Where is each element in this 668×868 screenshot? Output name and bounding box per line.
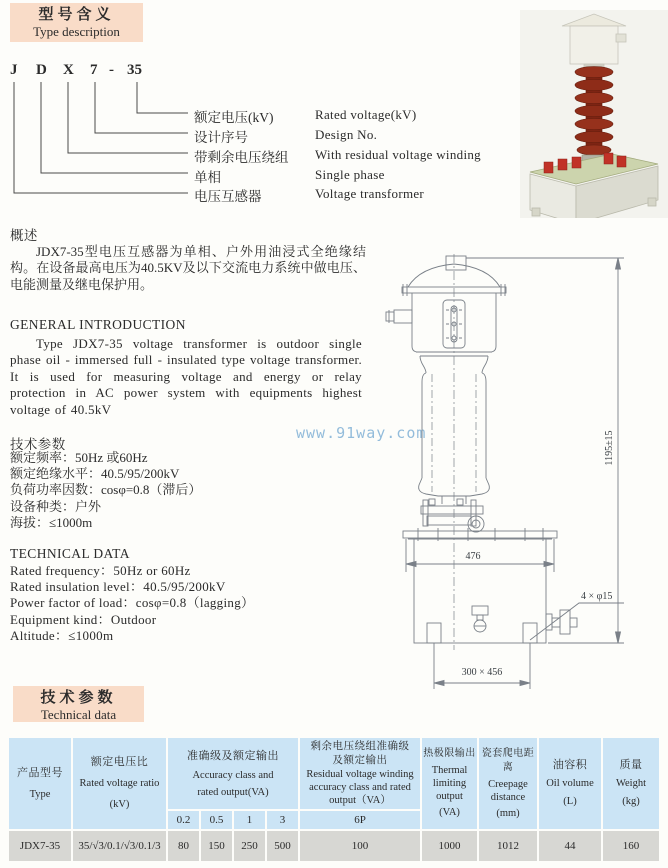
legend-single-phase-zh: 单相	[194, 170, 221, 185]
photo-cap	[562, 14, 626, 69]
tech-params-heading-en: TECHNICAL DATA	[10, 546, 130, 561]
tech-params-list-zh	[10, 450, 201, 531]
col-thermal-en2: limiting output	[432, 778, 467, 802]
type-description-title-zh: 型号含义	[38, 7, 115, 23]
col-thermal-unit: (VA)	[439, 807, 460, 818]
col-weight-en: Weight	[615, 778, 647, 789]
legend-residual-zh: 带剩余电压绕组	[194, 150, 289, 165]
spec-zh-insulation: 额定绝缘水平：40.5/95/200kV	[10, 466, 180, 482]
col-header-ratio	[73, 738, 166, 829]
type-description-title-en: Type description	[33, 24, 120, 39]
watermark: www.91way.com	[296, 424, 427, 442]
cell-weight: 160	[603, 831, 659, 861]
type-code-leader-lines	[0, 0, 200, 205]
cell-acc-05: 150	[201, 831, 232, 861]
col-residual-zh2: 及额定输出	[332, 755, 388, 766]
cell-acc-02: 80	[168, 831, 199, 861]
tech-params-list-en	[10, 563, 254, 644]
spec-en-powerfactor: Power factor of load：cosφ=0.8（lagging）	[10, 595, 255, 611]
col-thermal-zh: 热极限输出	[423, 748, 476, 759]
subcol-02: 0.2	[168, 811, 199, 829]
col-header-type	[9, 738, 71, 829]
col-residual-en1: Residual voltage winding	[306, 769, 414, 780]
spec-en-insulation: Rated insulation level：40.5/95/200kV	[10, 579, 226, 595]
spec-table	[7, 736, 661, 863]
code-letter-j: J	[10, 62, 18, 78]
col-creepage-en1: Creepage	[488, 778, 528, 790]
code-letter-35: 35	[127, 62, 142, 78]
dim-label-base: 300 × 456	[461, 667, 503, 678]
overview-body-en: Type JDX7-35 voltage transformer is outdoor single phase oil - immersed full - insulated type voltage transformer. It is used for measuring voltage and energy or relay protection in AC power system with equipments highest voltage of 40.5kV	[10, 336, 362, 417]
cell-acc-3: 500	[267, 831, 298, 861]
legend-design-no-zh: 设计序号	[194, 130, 248, 145]
overview-heading-zh: 概述	[10, 228, 38, 243]
outline-drawing	[372, 242, 662, 692]
col-accuracy-en1: Accuracy class and	[192, 769, 274, 781]
technical-data-title-zh: 技术参数	[40, 690, 117, 706]
col-creepage-zh: 瓷套爬电距离	[481, 747, 535, 773]
col-residual-en2: accuracy class and rated	[309, 782, 411, 793]
drawing-dim-base	[434, 643, 530, 689]
dim-label-476: 476	[465, 551, 481, 562]
cell-residual: 100	[300, 831, 420, 861]
dim-label-height: 1195±15	[604, 430, 615, 466]
spec-zh-powerfactor: 负荷功率因数：cosφ=0.8（滞后）	[10, 482, 202, 498]
legend-design-no-en: Design No.	[315, 127, 378, 142]
drawing-dim-height	[466, 258, 624, 643]
col-accuracy-zh: 准确级及额定输出	[187, 749, 279, 762]
spec-en-altitude: Altitude：≤1000m	[10, 627, 114, 643]
col-creepage-en2: distance	[490, 791, 526, 803]
tech-params-heading-zh: 技术参数	[10, 437, 66, 452]
cell-creepage: 1012	[479, 831, 537, 861]
spec-en-kind: Equipment kind：Outdoor	[10, 611, 157, 627]
col-weight-unit: (kg)	[622, 796, 640, 807]
legend-rated-voltage-zh: 额定电压(kV)	[194, 110, 274, 125]
col-type-zh: 产品型号	[17, 767, 63, 779]
spec-en-frequency: Rated frequency：50Hz or 60Hz	[10, 563, 191, 578]
code-letter-x: X	[63, 62, 74, 78]
col-ratio-en: Rated voltage ratio	[79, 778, 160, 789]
subcol-05: 0.5	[201, 811, 232, 829]
product-photo	[520, 10, 668, 218]
subcol-1: 1	[234, 811, 265, 829]
drawing-tank	[403, 528, 577, 643]
col-oil-zh: 油容积	[552, 759, 588, 771]
col-header-thermal	[422, 738, 477, 829]
cell-type: JDX7-35	[9, 831, 71, 861]
dim-label-holes: 4 × φ15	[581, 591, 613, 602]
col-accuracy-en2: rated output(VA)	[197, 786, 269, 798]
col-weight-zh: 质量	[619, 759, 643, 771]
legend-vt-en: Voltage transformer	[315, 186, 425, 201]
technical-data-title-en: Technical data	[40, 707, 117, 722]
col-ratio-zh: 额定电压比	[90, 756, 149, 768]
code-letter-7: 7	[90, 62, 98, 78]
code-letter-dash: -	[109, 62, 114, 78]
cell-acc-1: 250	[234, 831, 265, 861]
col-creepage-unit: (mm)	[496, 807, 520, 819]
subcol-6p: 6P	[300, 811, 420, 829]
legend-rated-voltage-en: Rated voltage(kV)	[315, 107, 417, 122]
technical-data-header	[13, 686, 144, 722]
col-header-oil	[539, 738, 601, 829]
cell-thermal: 1000	[422, 831, 477, 861]
spec-zh-kind: 设备种类：户外	[10, 498, 102, 514]
overview-heading-en: GENERAL INTRODUCTION	[10, 317, 186, 332]
col-type-en: Type	[29, 789, 51, 800]
col-oil-unit: (L)	[563, 796, 577, 807]
code-letter-d: D	[36, 62, 47, 78]
col-ratio-unit: (kV)	[109, 799, 130, 810]
legend-residual-en: With residual voltage winding	[315, 147, 481, 162]
legend-single-phase-en: Single phase	[315, 167, 385, 182]
table-data-row	[9, 831, 659, 861]
col-header-accuracy	[168, 738, 298, 809]
drawing-conservator	[386, 256, 506, 356]
col-residual-zh1: 剩余电压绕组准确级	[310, 741, 410, 752]
overview-body-zh: JDX7-35型电压互感器为单相、户外用油浸式全绝缘结构。在设备最高电压为40.5KV及以下交流电力系统中做电压、电能测量及继电保护用。	[10, 244, 366, 292]
col-oil-en: Oil volume	[546, 778, 594, 789]
cell-ratio: 35/√3/0.1/√3/0.1/3	[73, 831, 166, 861]
col-header-creepage	[479, 738, 537, 829]
legend-vt-zh: 电压互感器	[194, 189, 262, 204]
subcol-3: 3	[267, 811, 298, 829]
cell-oil: 44	[539, 831, 601, 861]
spec-zh-frequency: 额定频率：50Hz 或60Hz	[10, 450, 148, 465]
col-thermal-en1: Thermal	[431, 765, 468, 776]
col-header-weight	[603, 738, 659, 829]
col-residual-en3: output（VA）	[329, 795, 391, 806]
drawing-clamp	[421, 499, 484, 532]
table-header-row	[9, 738, 659, 809]
spec-zh-altitude: 海拔：≤1000m	[10, 514, 93, 530]
col-header-residual	[300, 738, 420, 809]
